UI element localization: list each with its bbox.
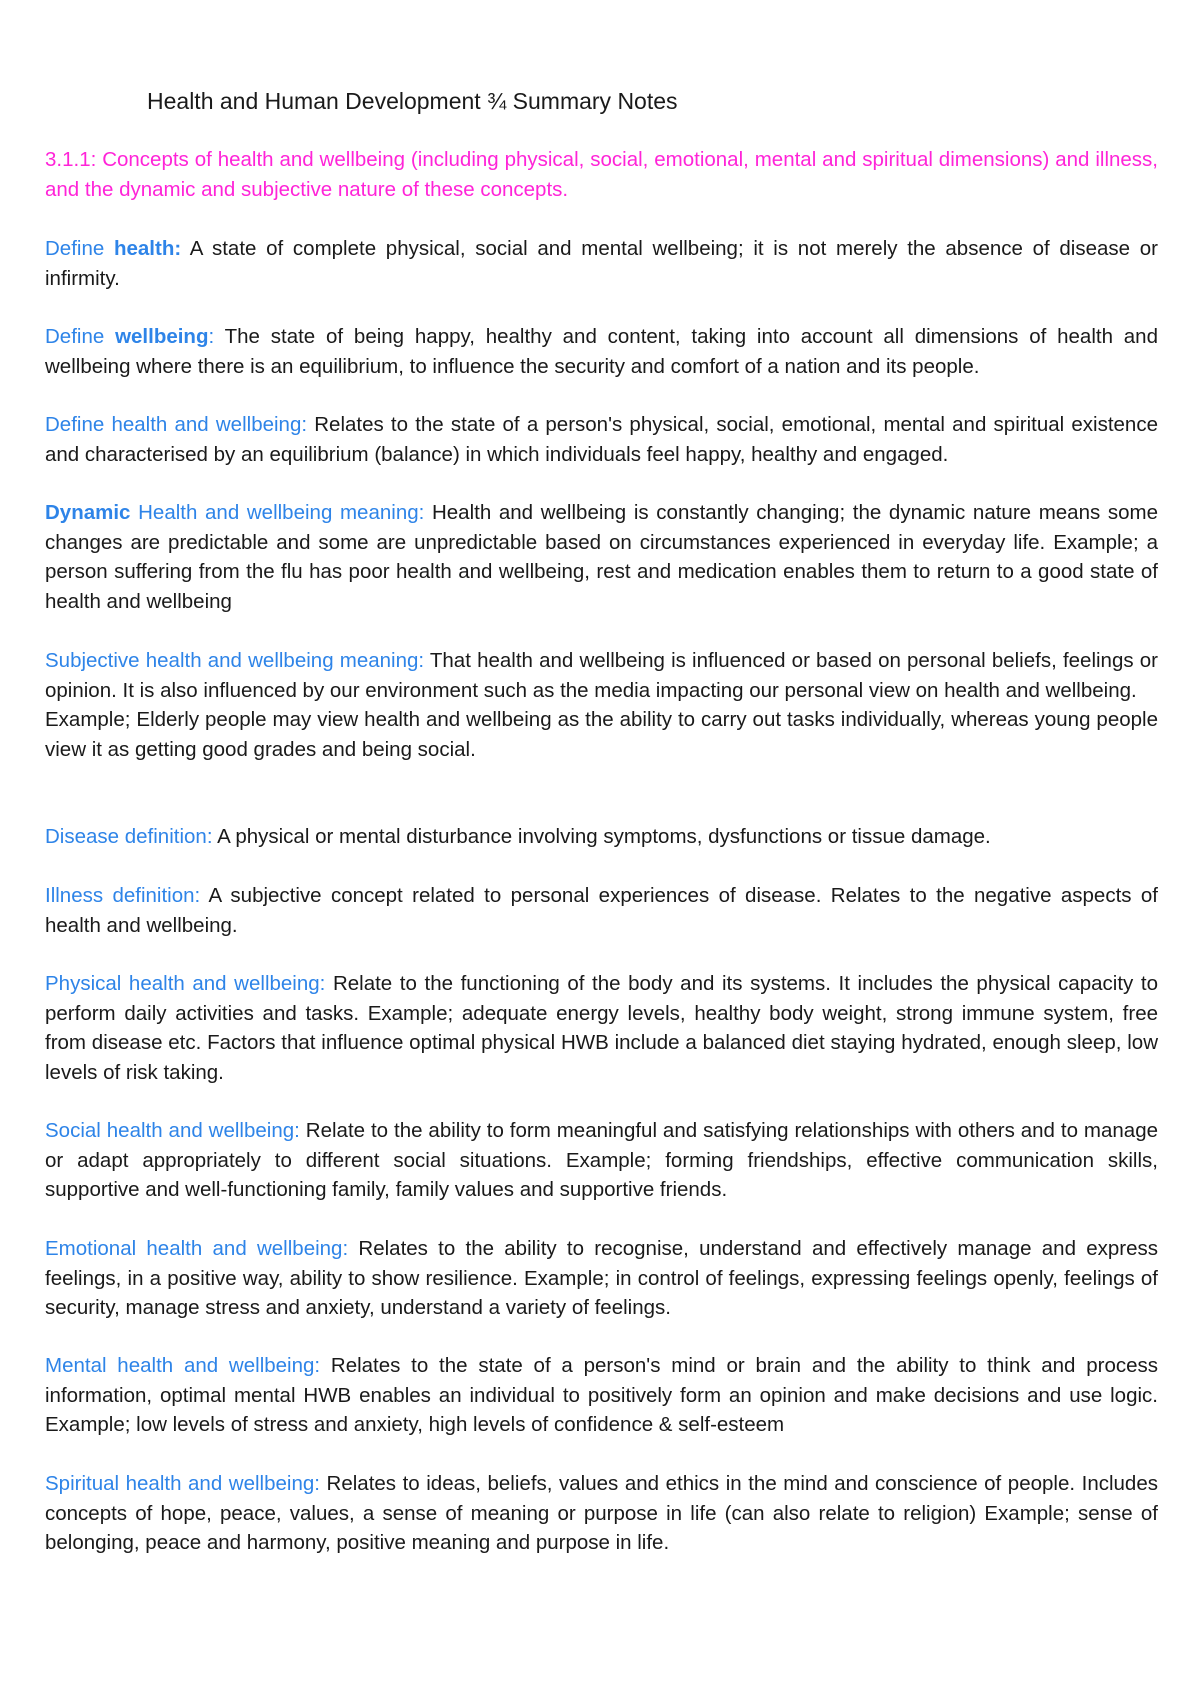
definition-text: The state of being happy, healthy and content, taking into account all dimensions of health and wellbeing where there is an equilibrium, to influence the security and comfort of a nation and its people. [45, 325, 1158, 378]
definition-illness [45, 881, 1158, 940]
definition-social [45, 1116, 1158, 1205]
definition-text: That health and wellbeing is influenced or based on personal beliefs, feelings or opinion. It is also influenced by our environment such as the media impacting our personal view on health and wellbeing. [45, 649, 1158, 702]
definition-text: A physical or mental disturbance involving symptoms, dysfunctions or tissue damage. [212, 825, 991, 848]
term-label-bold: Dynamic [45, 501, 131, 524]
term-label-bold: wellbeing [115, 325, 209, 348]
definition-example: Example; Elderly people may view health and wellbeing as the ability to carry out tasks individually, whereas young people view it as getting good grades and being social. [45, 708, 1158, 761]
definition-text: Relate to the ability to form meaningful and satisfying relationships with others and to manage or adapt appropriately to different social situations. Example; forming friendships, effective communication skills, supportive and well-functioning family, family values and supportive friends. [45, 1119, 1158, 1201]
term-label: Mental health and wellbeing: [45, 1354, 321, 1377]
term-label: Illness definition: [45, 884, 201, 907]
definition-text: Relates to the state of a person's physical, social, emotional, mental and spiritual existence and characterised by an equilibrium (balance) in which individuals feel happy, healthy and engaged. [45, 413, 1158, 466]
definition-dynamic [45, 498, 1158, 616]
definition-spiritual [45, 1469, 1158, 1558]
definition-text: Relates to ideas, beliefs, values and ethics in the mind and conscience of people. Includes concepts of hope, peace, values, a sense of meaning or purpose in life (can also relate to religion) Example; sense of belonging, peace and harmony, positive meaning and purpose in life. [45, 1472, 1158, 1554]
definition-disease [45, 822, 1158, 852]
definition-subjective [45, 646, 1158, 764]
term-label: Emotional health and wellbeing: [45, 1237, 349, 1260]
term-label: Define [45, 237, 114, 260]
definition-text: Health and wellbeing is constantly changing; the dynamic nature means some changes are predictable and some are unpredictable based on circumstances experienced in everyday life. Example; a person suffering from the flu has poor health and wellbeing, rest and medication enables them to return to a good state of health and wellbeing [45, 501, 1158, 613]
definition-physical [45, 969, 1158, 1087]
term-label: Define health and wellbeing: [45, 413, 308, 436]
definition-emotional [45, 1234, 1158, 1323]
term-label: Physical health and wellbeing: [45, 972, 326, 995]
term-label: Disease definition: [45, 825, 213, 848]
definition-text: A subjective concept related to personal experiences of disease. Relates to the negative aspects of health and wellbeing. [45, 884, 1159, 937]
definition-text: Relates to the ability to recognise, understand and effectively manage and express feelings, in a positive way, ability to show resilience. Example; in control of feelings, expressing feelings openly, feelings of security, manage stress and anxiety, understand a variety of feelings. [45, 1237, 1158, 1319]
definition-text: Relates to the state of a person's mind or brain and the ability to think and process information, optimal mental HWB enables an individual to positively form an opinion and make decisions and use logic. Example; low levels of stress and anxiety, high levels of confidence & self-esteem [45, 1354, 1159, 1436]
definition-wellbeing [45, 322, 1158, 381]
term-label-bold: health: [113, 237, 182, 260]
definition-health-and-wellbeing [45, 410, 1158, 469]
term-label: Define [45, 325, 116, 348]
term-label: Spiritual health and wellbeing: [45, 1472, 320, 1495]
definition-health [45, 234, 1158, 293]
section-heading: 3.1.1: Concepts of health and wellbeing (including physical, social, emotional, mental and spiritual dimensions) and illness, and the dynamic and subjective nature of these concepts. [45, 148, 1158, 201]
definition-mental [45, 1351, 1158, 1440]
definition-text: Relate to the functioning of the body and its systems. It includes the physical capacity to perform daily activities and tasks. Example; adequate energy levels, healthy body weight, strong immune system, free from disease etc. Factors that influence optimal physical HWB include a balanced diet staying hydrated, enough sleep, low levels of risk taking. [45, 972, 1158, 1084]
term-label: Subjective health and wellbeing meaning: [45, 649, 425, 672]
document-title: Health and Human Development ¾ Summary Notes [147, 88, 678, 114]
term-label-suffix: : [208, 325, 215, 348]
definition-text: A state of complete physical, social and mental wellbeing; it is not merely the absence of disease or infirmity. [45, 237, 1158, 290]
term-label-suffix: Health and wellbeing meaning: [130, 501, 425, 524]
term-label: Social health and wellbeing: [45, 1119, 300, 1142]
